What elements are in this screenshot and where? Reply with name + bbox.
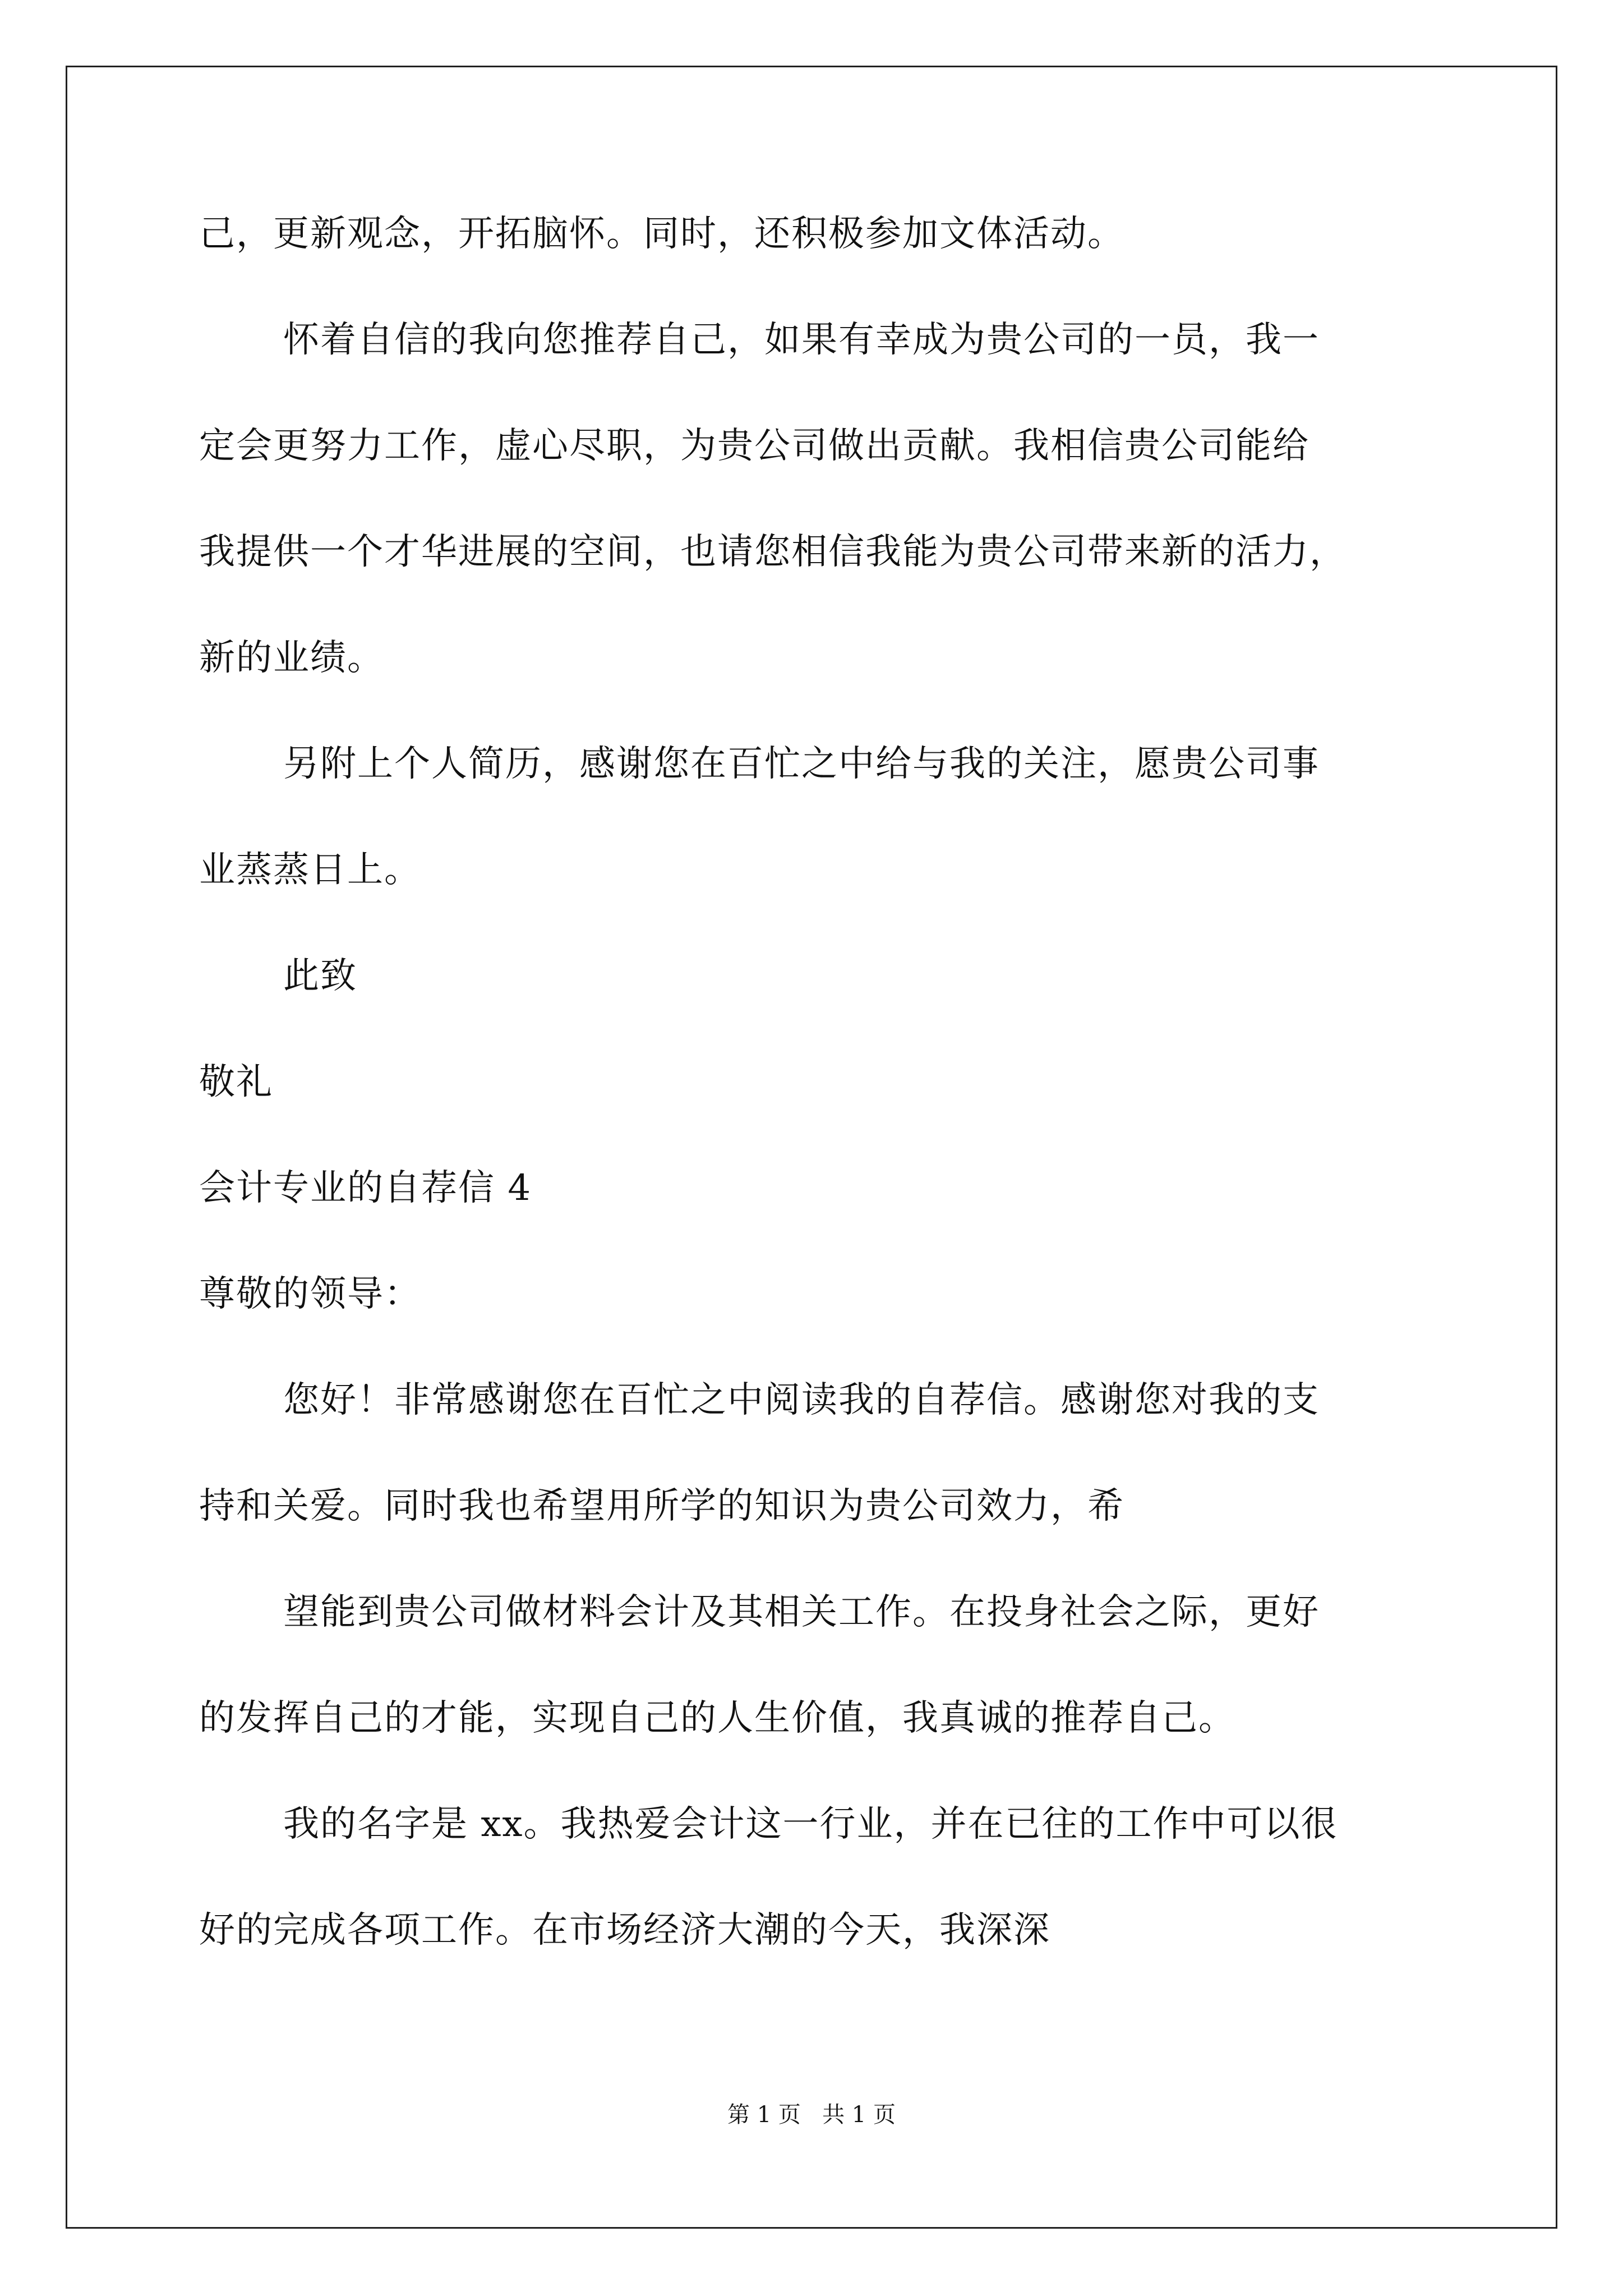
greeting: 尊敬的领导： [199,1273,421,1315]
body-line-1: 己，更新观念，开拓脑怀。同时，还积极参加文体活动。 [199,213,1124,255]
body-line-12: 我的名字是 xx。我热爱会计这一行业，并在已往的工作中可以很 [283,1803,1338,1845]
body-line-4: 我提供一个才华进展的空间，也请您相信我能为贵公司带来新的活力， [199,531,1347,573]
body-line-7: 业蒸蒸日上。 [199,849,421,891]
body-line-5: 新的业绩。 [199,637,384,679]
page-footer: 第 1 页 共 1 页 [727,2102,896,2128]
body-line-11: 的发挥自己的才能，实现自己的人生价值，我真诚的推荐自己。 [199,1697,1235,1739]
body-line-2: 怀着自信的我向您推荐自己，如果有幸成为贵公司的一员，我一 [283,319,1320,361]
closing-salutation: 此致 [283,955,357,997]
section-title: 会计专业的自荐信 4 [199,1167,532,1209]
body-line-9: 持和关爱。同时我也希望用所学的知识为贵公司效力，希 [199,1485,1124,1527]
body-line-3: 定会更努力工作，虚心尽职，为贵公司做出贡献。我相信贵公司能给 [199,425,1310,467]
body-line-8: 您好！非常感谢您在百忙之中阅读我的自荐信。感谢您对我的支 [283,1379,1320,1421]
body-line-10: 望能到贵公司做材料会计及其相关工作。在投身社会之际，更好 [283,1591,1320,1633]
body-line-13: 好的完成各项工作。在市场经济大潮的今天，我深深 [199,1910,1050,1951]
body-line-6: 另附上个人简历，感谢您在百忙之中给与我的关注，愿贵公司事 [283,743,1320,785]
page-border [66,66,1557,2229]
closing-regards: 敬礼 [199,1061,273,1103]
